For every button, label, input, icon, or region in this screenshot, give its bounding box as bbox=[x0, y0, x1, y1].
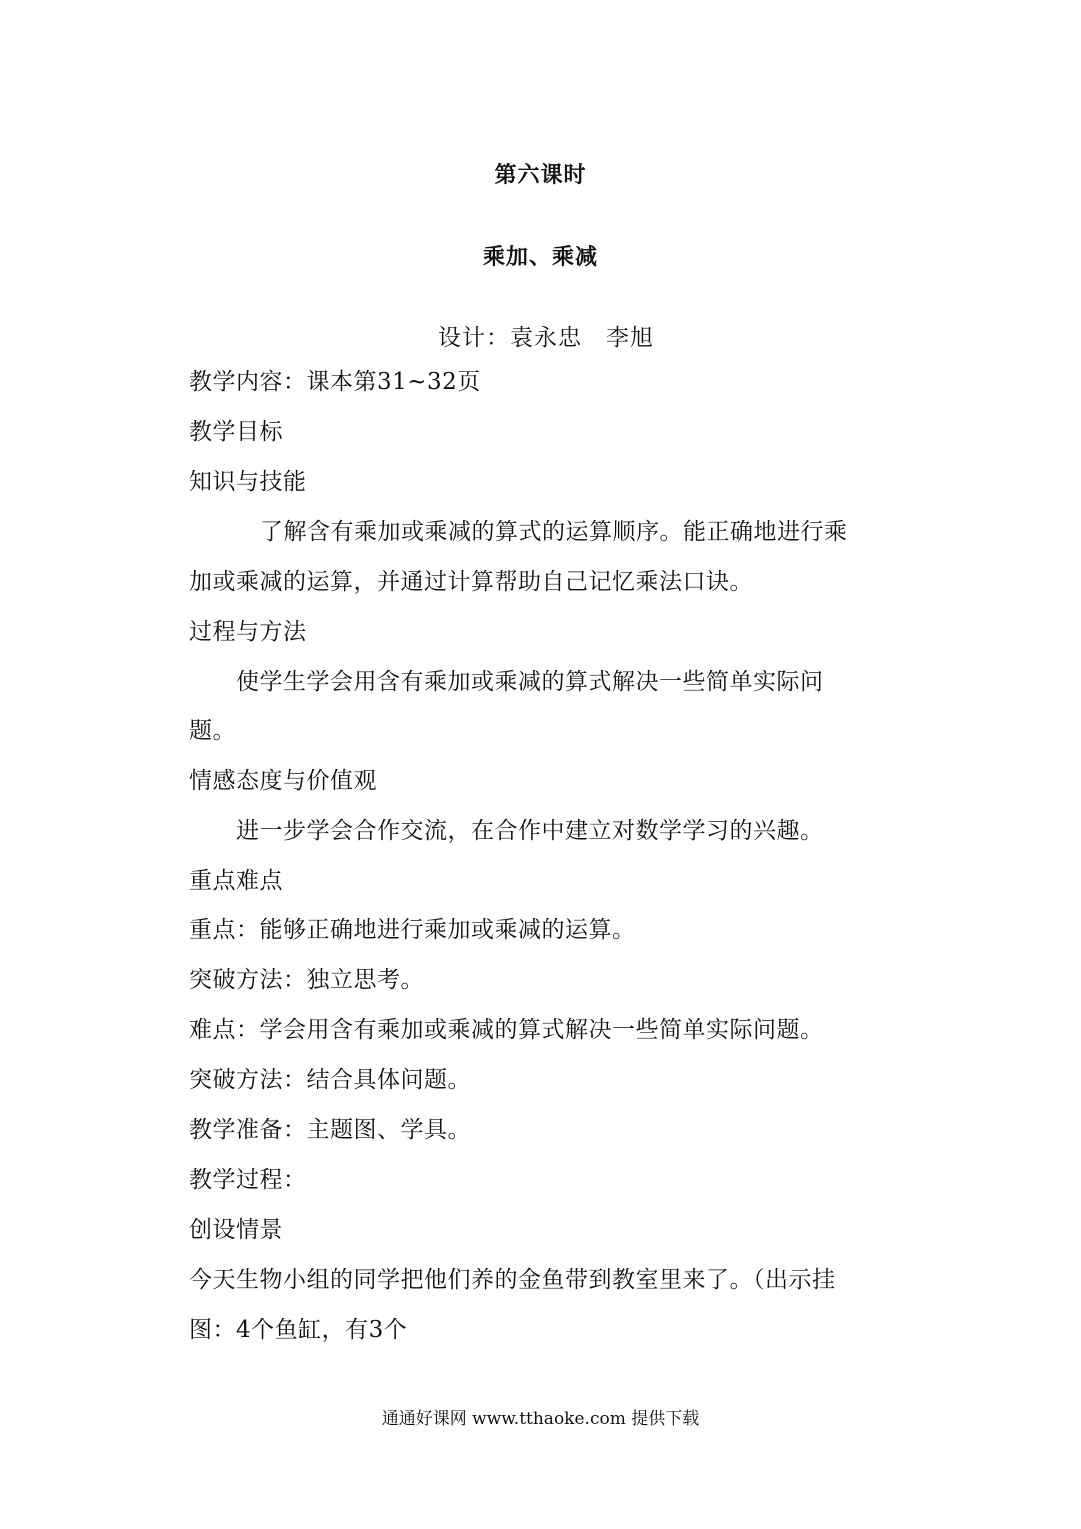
body-line: 过程与方法 bbox=[189, 619, 307, 645]
topic-title: 乘加、乘减 bbox=[482, 245, 598, 270]
body-line: 创设情景 bbox=[189, 1217, 283, 1243]
body-line: 教学准备：主题图、学具。 bbox=[189, 1117, 471, 1143]
body-line: 图：4个鱼缸，有3个 bbox=[189, 1317, 408, 1343]
footer-credit: 通通好课网 www.tthaoke.com 提供下载 bbox=[381, 1409, 700, 1429]
body-line: 情感态度与价值观 bbox=[189, 768, 377, 794]
body-line: 使学生学会用含有乘加或乘减的算式解决一些简单实际问 bbox=[189, 669, 824, 695]
body-line: 教学目标 bbox=[189, 419, 283, 445]
body-line: 难点：学会用含有乘加或乘减的算式解决一些简单实际问题。 bbox=[189, 1017, 824, 1043]
body-line: 今天生物小组的同学把他们养的金鱼带到教室里来了。（出示挂 bbox=[189, 1267, 836, 1293]
designer-credit: 设计：袁永忠 李旭 bbox=[438, 325, 654, 351]
body-line: 重点：能够正确地进行乘加或乘减的运算。 bbox=[189, 917, 636, 943]
body-line: 进一步学会合作交流，在合作中建立对数学学习的兴趣。 bbox=[189, 818, 824, 844]
body-line: 教学内容：课本第31~32页 bbox=[189, 369, 481, 395]
body-line: 题。 bbox=[189, 718, 236, 744]
body-line: 了解含有乘加或乘减的算式的运算顺序。能正确地进行乘 bbox=[213, 519, 848, 545]
body-line: 重点难点 bbox=[189, 868, 283, 894]
lesson-title: 第六课时 bbox=[494, 163, 587, 188]
body-line: 突破方法：结合具体问题。 bbox=[189, 1067, 471, 1093]
body-line: 突破方法：独立思考。 bbox=[189, 967, 424, 993]
body-line: 加或乘减的运算，并通过计算帮助自己记忆乘法口诀。 bbox=[189, 569, 753, 595]
body-line: 知识与技能 bbox=[189, 469, 307, 495]
body-line: 教学过程： bbox=[189, 1167, 307, 1193]
